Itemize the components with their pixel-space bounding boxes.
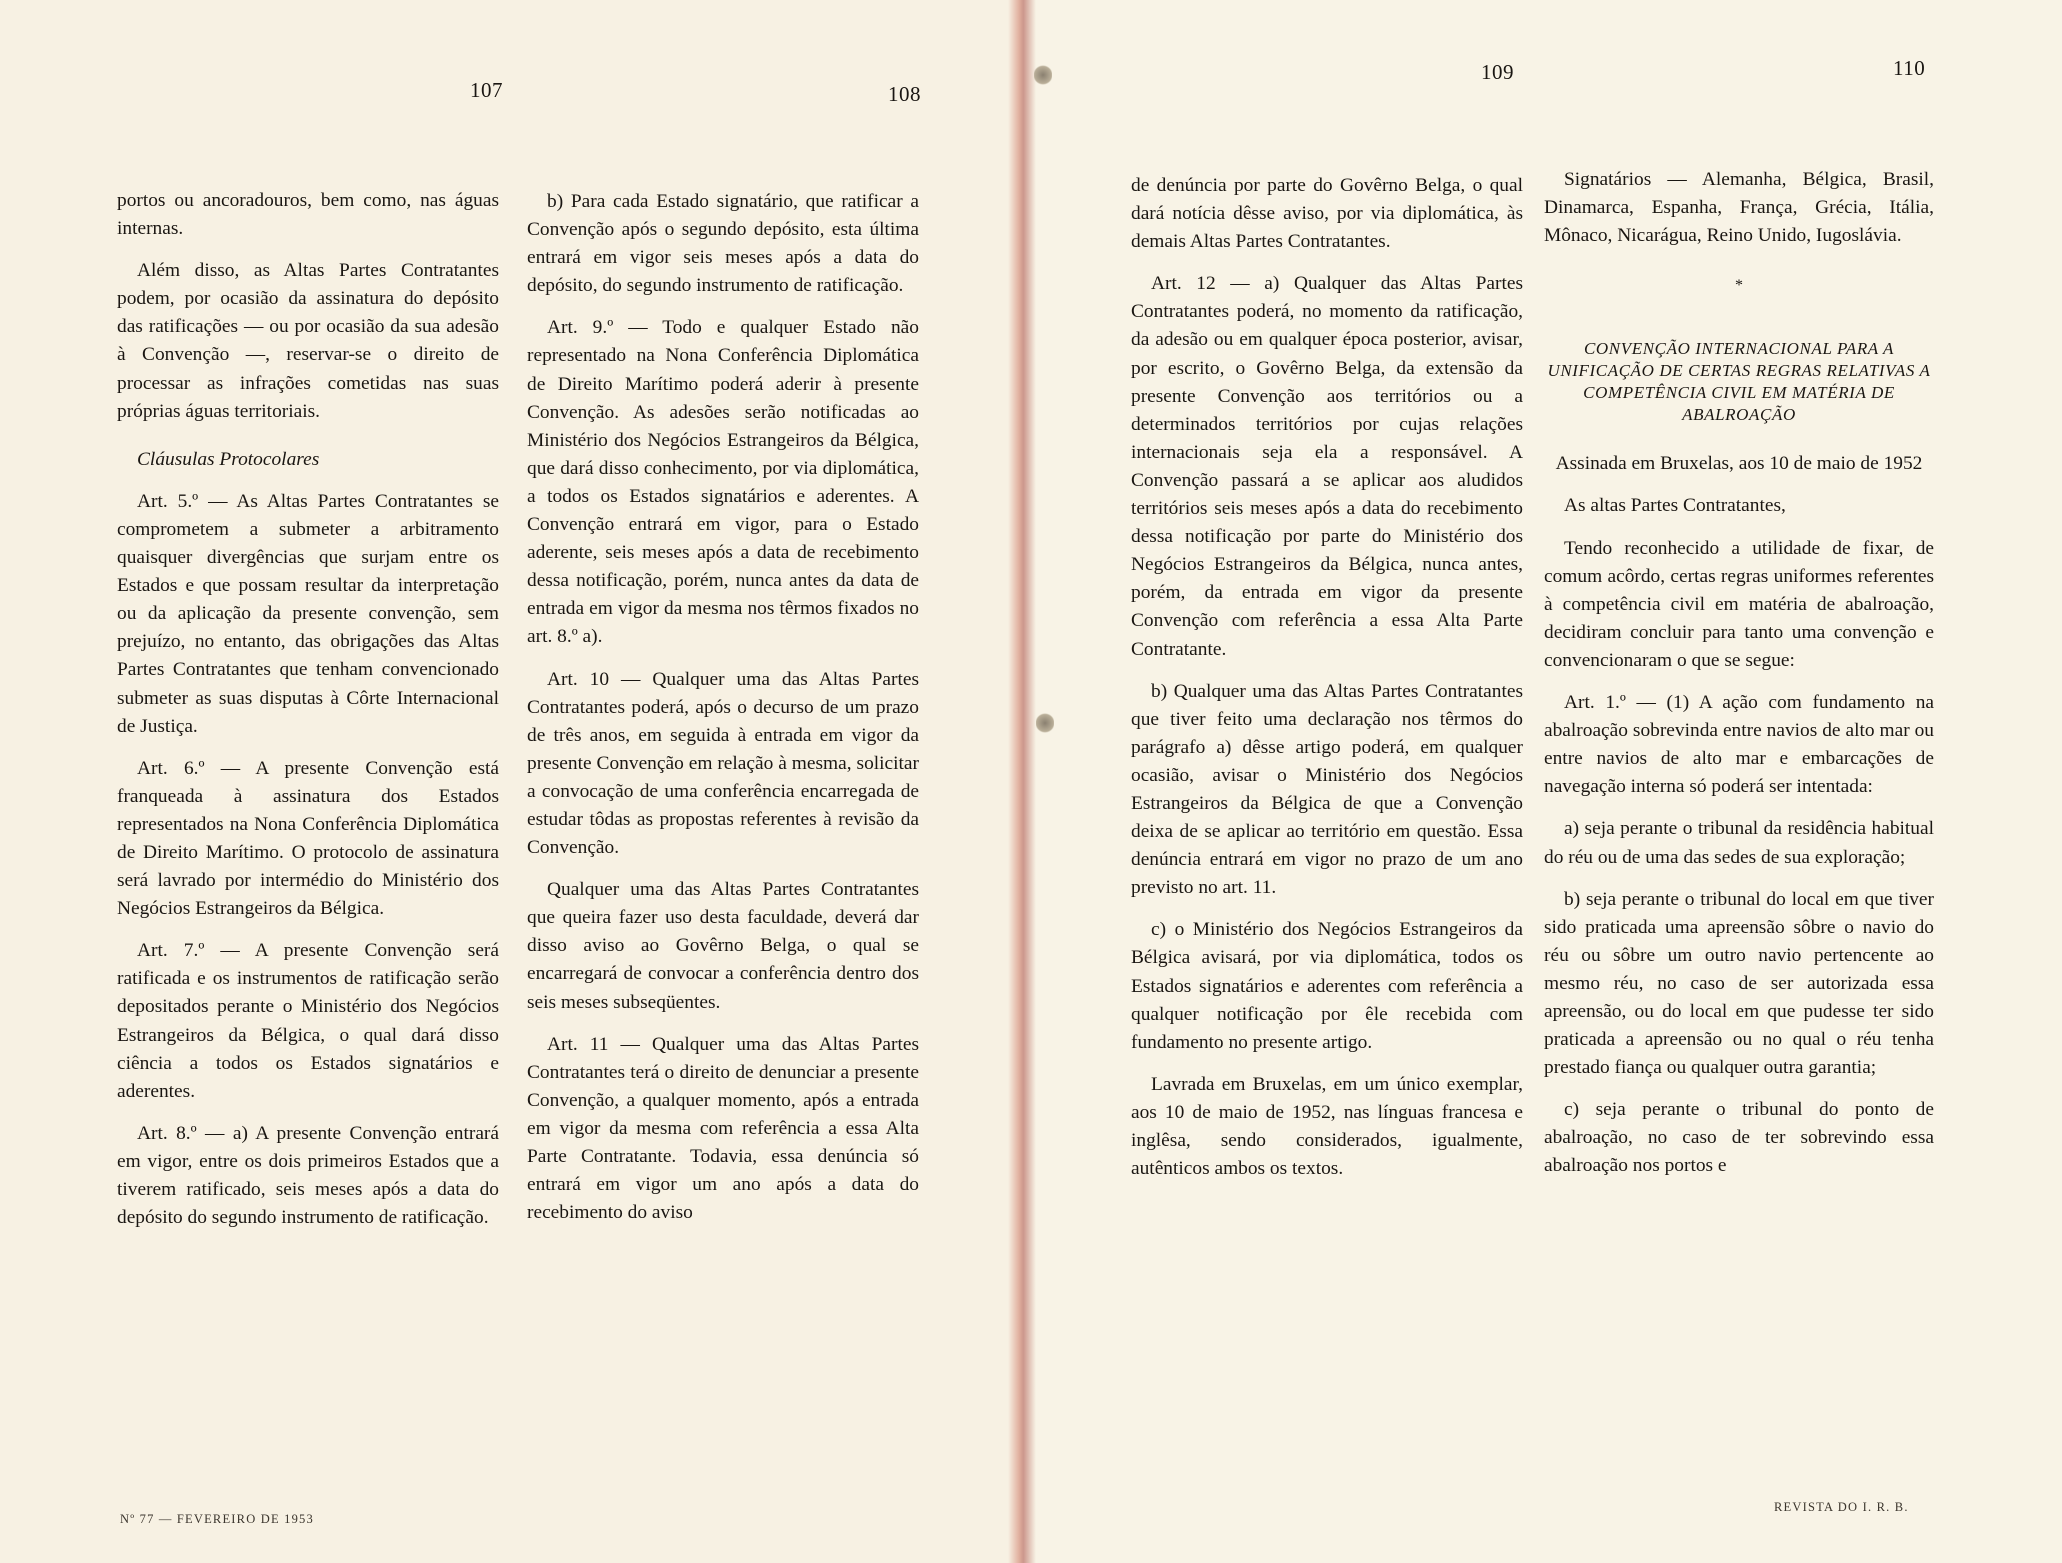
footer-journal: REVISTA DO I. R. B.: [1774, 1500, 1909, 1514]
page-number-109: 109: [1481, 60, 1514, 84]
convention-title: CONVENÇÃO INTERNACIONAL PARA A UNIFICAÇÃO DE CERTAS REGRAS RELATIVAS A COMPETÊNCIA CIVIL EM MATÉRIA DE ABALROAÇÃO: [1547, 339, 1931, 425]
staple-mark: [1034, 64, 1052, 86]
paragraph: b) Qualquer uma das Altas Partes Contratantes que tiver feito uma declaração nos têrmos do parágrafo a) dêsse artigo poderá, em qualquer ocasião, avisar o Ministério dos Negócios Estrangeiros da Bélgica de que a Convenção deixa de se aplicar ao território em questão. Essa denúncia entrará em vigor no prazo de um ano previsto no art. 11.: [1131, 680, 1523, 899]
section-separator: *: [1735, 277, 1743, 295]
paragraph: Art. 1.º — (1) A ação com fundamento na abalroação sobrevinda entre navios de alto mar ou entre navios de alto mar e embarcações de navegação interna só poderá ser intentada:: [1544, 692, 1934, 798]
paragraph: Art. 5.º — As Altas Partes Contratantes se comprometem a submeter a arbitramento quaisquer divergências que surjam entre os Estados e que possam resultar da interpretação ou da aplicação da presente convenção, sem prejuízo, no entanto, das obrigações das Altas Partes Contratantes que tenham convencionado submeter as suas disputas à Côrte Internacional de Justiça.: [117, 490, 499, 737]
paragraph: Tendo reconhecido a utilidade de fixar, de comum acôrdo, certas regras uniformes referentes à competência civil em matéria de abalroação, decidiram concluir para tanto uma convenção e convencionaram o que se segue:: [1544, 537, 1934, 671]
paragraph: c) o Ministério dos Negócios Estrangeiros da Bélgica avisará, por via diplomática, todos os Estados signatários e aderentes com referência a qualquer notificação por êle recebida com fundamento no presente artigo.: [1131, 919, 1523, 1053]
page-107-column: [117, 187, 499, 1246]
convention-subtitle: Assinada em Bruxelas, aos 10 de maio de 1952: [1555, 453, 1923, 475]
paragraph: Art. 6.º — A presente Convenção está franqueada à assinatura dos Estados representados na Nona Conferência Diplomática de Direito Marítimo. O protocolo de assinatura será lavrado por intermédio do Ministério dos Negócios Estrangeiros da Bélgica.: [117, 757, 499, 920]
footer-issue: Nº 77 — FEVEREIRO DE 1953: [120, 1512, 314, 1526]
paragraph: Qualquer uma das Altas Partes Contratantes que queira fazer uso desta faculdade, deverá dar disso aviso ao Govêrno Belga, o qual se encarregará de convocar a conferência dentro dos seis meses subseqüentes.: [527, 879, 919, 1013]
section-heading: Cláusulas Protocolares: [137, 448, 320, 470]
paragraph: Art. 8.º — a) A presente Convenção entrará em vigor, entre os dois primeiros Estados que a tiverem ratificado, seis meses após a data do depósito do segundo instrumento de ratificação.: [117, 1122, 499, 1229]
binding-gutter: [1008, 0, 1036, 1563]
paragraph: Lavrada em Bruxelas, em um único exemplar, aos 10 de maio de 1952, nas línguas francesa e inglêsa, sendo considerados, igualmente, autênticos ambos os textos.: [1131, 1073, 1523, 1180]
page-109-column: [1131, 172, 1523, 1197]
page-108-column: [527, 188, 919, 1241]
paragraph: Art. 9.º — Todo e qualquer Estado não representado na Nona Conferência Diplomática de Direito Marítimo poderá aderir à presente Convenção. As adesões serão notificadas ao Ministério dos Negócios Estrangeiros da Bélgica, que dará disso conhecimento, por via diplomática, a todos os Estados signatários e aderentes. A Convenção entrará em vigor, para o Estado aderente, seis meses após a data de recebimento dessa notificação, porém, nunca antes da data de entrada em vigor da mesma nos têrmos fixados no art. 8.º a).: [527, 317, 919, 648]
staple-mark: [1036, 712, 1054, 734]
paragraph: de denúncia por parte do Govêrno Belga, o qual dará notícia dêsse aviso, por via diplomática, às demais Altas Partes Contratantes.: [1131, 175, 1523, 253]
page-number-108: 108: [888, 82, 921, 106]
page-number-107: 107: [470, 78, 503, 102]
paragraph: c) seja perante o tribunal do ponto de abalroação, no caso de ter sobrevindo essa abalroação nos portos e: [1544, 1099, 1934, 1177]
paragraph: b) seja perante o tribunal do local em que tiver sido praticada uma apreensão sôbre o navio do réu ou sôbre um outro navio pertencente ao mesmo réu, no caso de ser autorizada essa apreensão, ou do local em que pudesse ter sido praticada a apreensão ou no qual o réu tenha prestado fiança ou qualquer outra garantia;: [1544, 888, 1934, 1079]
paragraph: Art. 7.º — A presente Convenção será ratificada e os instrumentos de ratificação serão depositados perante o Ministério dos Negócios Estrangeiros da Bélgica, o qual dará disso ciência a todos os Estados signatários e aderentes.: [117, 940, 499, 1102]
salutation: As altas Partes Contratantes,: [1564, 495, 1786, 517]
page-number-110: 110: [1893, 56, 1926, 80]
paragraph: portos ou ancoradouros, bem como, nas águas internas.: [117, 190, 499, 240]
signatories: Signatários — Alemanha, Bélgica, Brasil, Dinamarca, Espanha, França, Grécia, Itália, Mônaco, Nicarágua, Reino Unido, Iugoslávia.: [1544, 169, 1934, 247]
paragraph: Art. 11 — Qualquer uma das Altas Partes Contratantes terá o direito de denunciar a presente Convenção, a qualquer momento, após a entrada em vigor da mesma com referência a essa Alta Parte Contratante. Todavia, essa denúncia só entrará em vigor um ano após a data do recebimento do aviso: [527, 1033, 919, 1224]
paragraph: Além disso, as Altas Partes Contratantes podem, por ocasião da assinatura do depósito das ratificações — ou por ocasião da sua adesão à Convenção —, reservar-se o direito de processar as infrações cometidas nas suas próprias águas territoriais.: [117, 260, 499, 422]
paragraph: Art. 12 — a) Qualquer das Altas Partes Contratantes poderá, no momento da ratificação, da adesão ou em qualquer época posterior, avisar, por escrito, o Govêrno Belga, da extensão da presente Convenção aos territórios ou a determinados territórios por cujas relações internacionais seja ela a responsável. A Convenção passará a se aplicar aos aludidos territórios seis meses após a data do recebimento dessa notificação por parte do Ministério dos Negócios Estrangeiros da Bélgica, nunca antes, porém, da entrada em vigor da presente Convenção com referência a essa Alta Parte Contratante.: [1131, 273, 1523, 660]
paragraph: Art. 10 — Qualquer uma das Altas Partes Contratantes poderá, após o decurso de um prazo de três anos, em seguida à entrada em vigor da presente Convenção em relação à mesma, solicitar a convocação de uma conferência encarregada de estudar tôdas as propostas referentes à revisão da Convenção.: [527, 668, 919, 859]
paragraph: b) Para cada Estado signatário, que ratificar a Convenção após o segundo depósito, esta última entrará em vigor seis meses após a data do depósito, do segundo instrumento de ratificação.: [527, 191, 919, 297]
page-110-column: [1544, 166, 1934, 1195]
paragraph: a) seja perante o tribunal da residência habitual do réu ou de uma das sedes de sua exploração;: [1544, 818, 1934, 868]
